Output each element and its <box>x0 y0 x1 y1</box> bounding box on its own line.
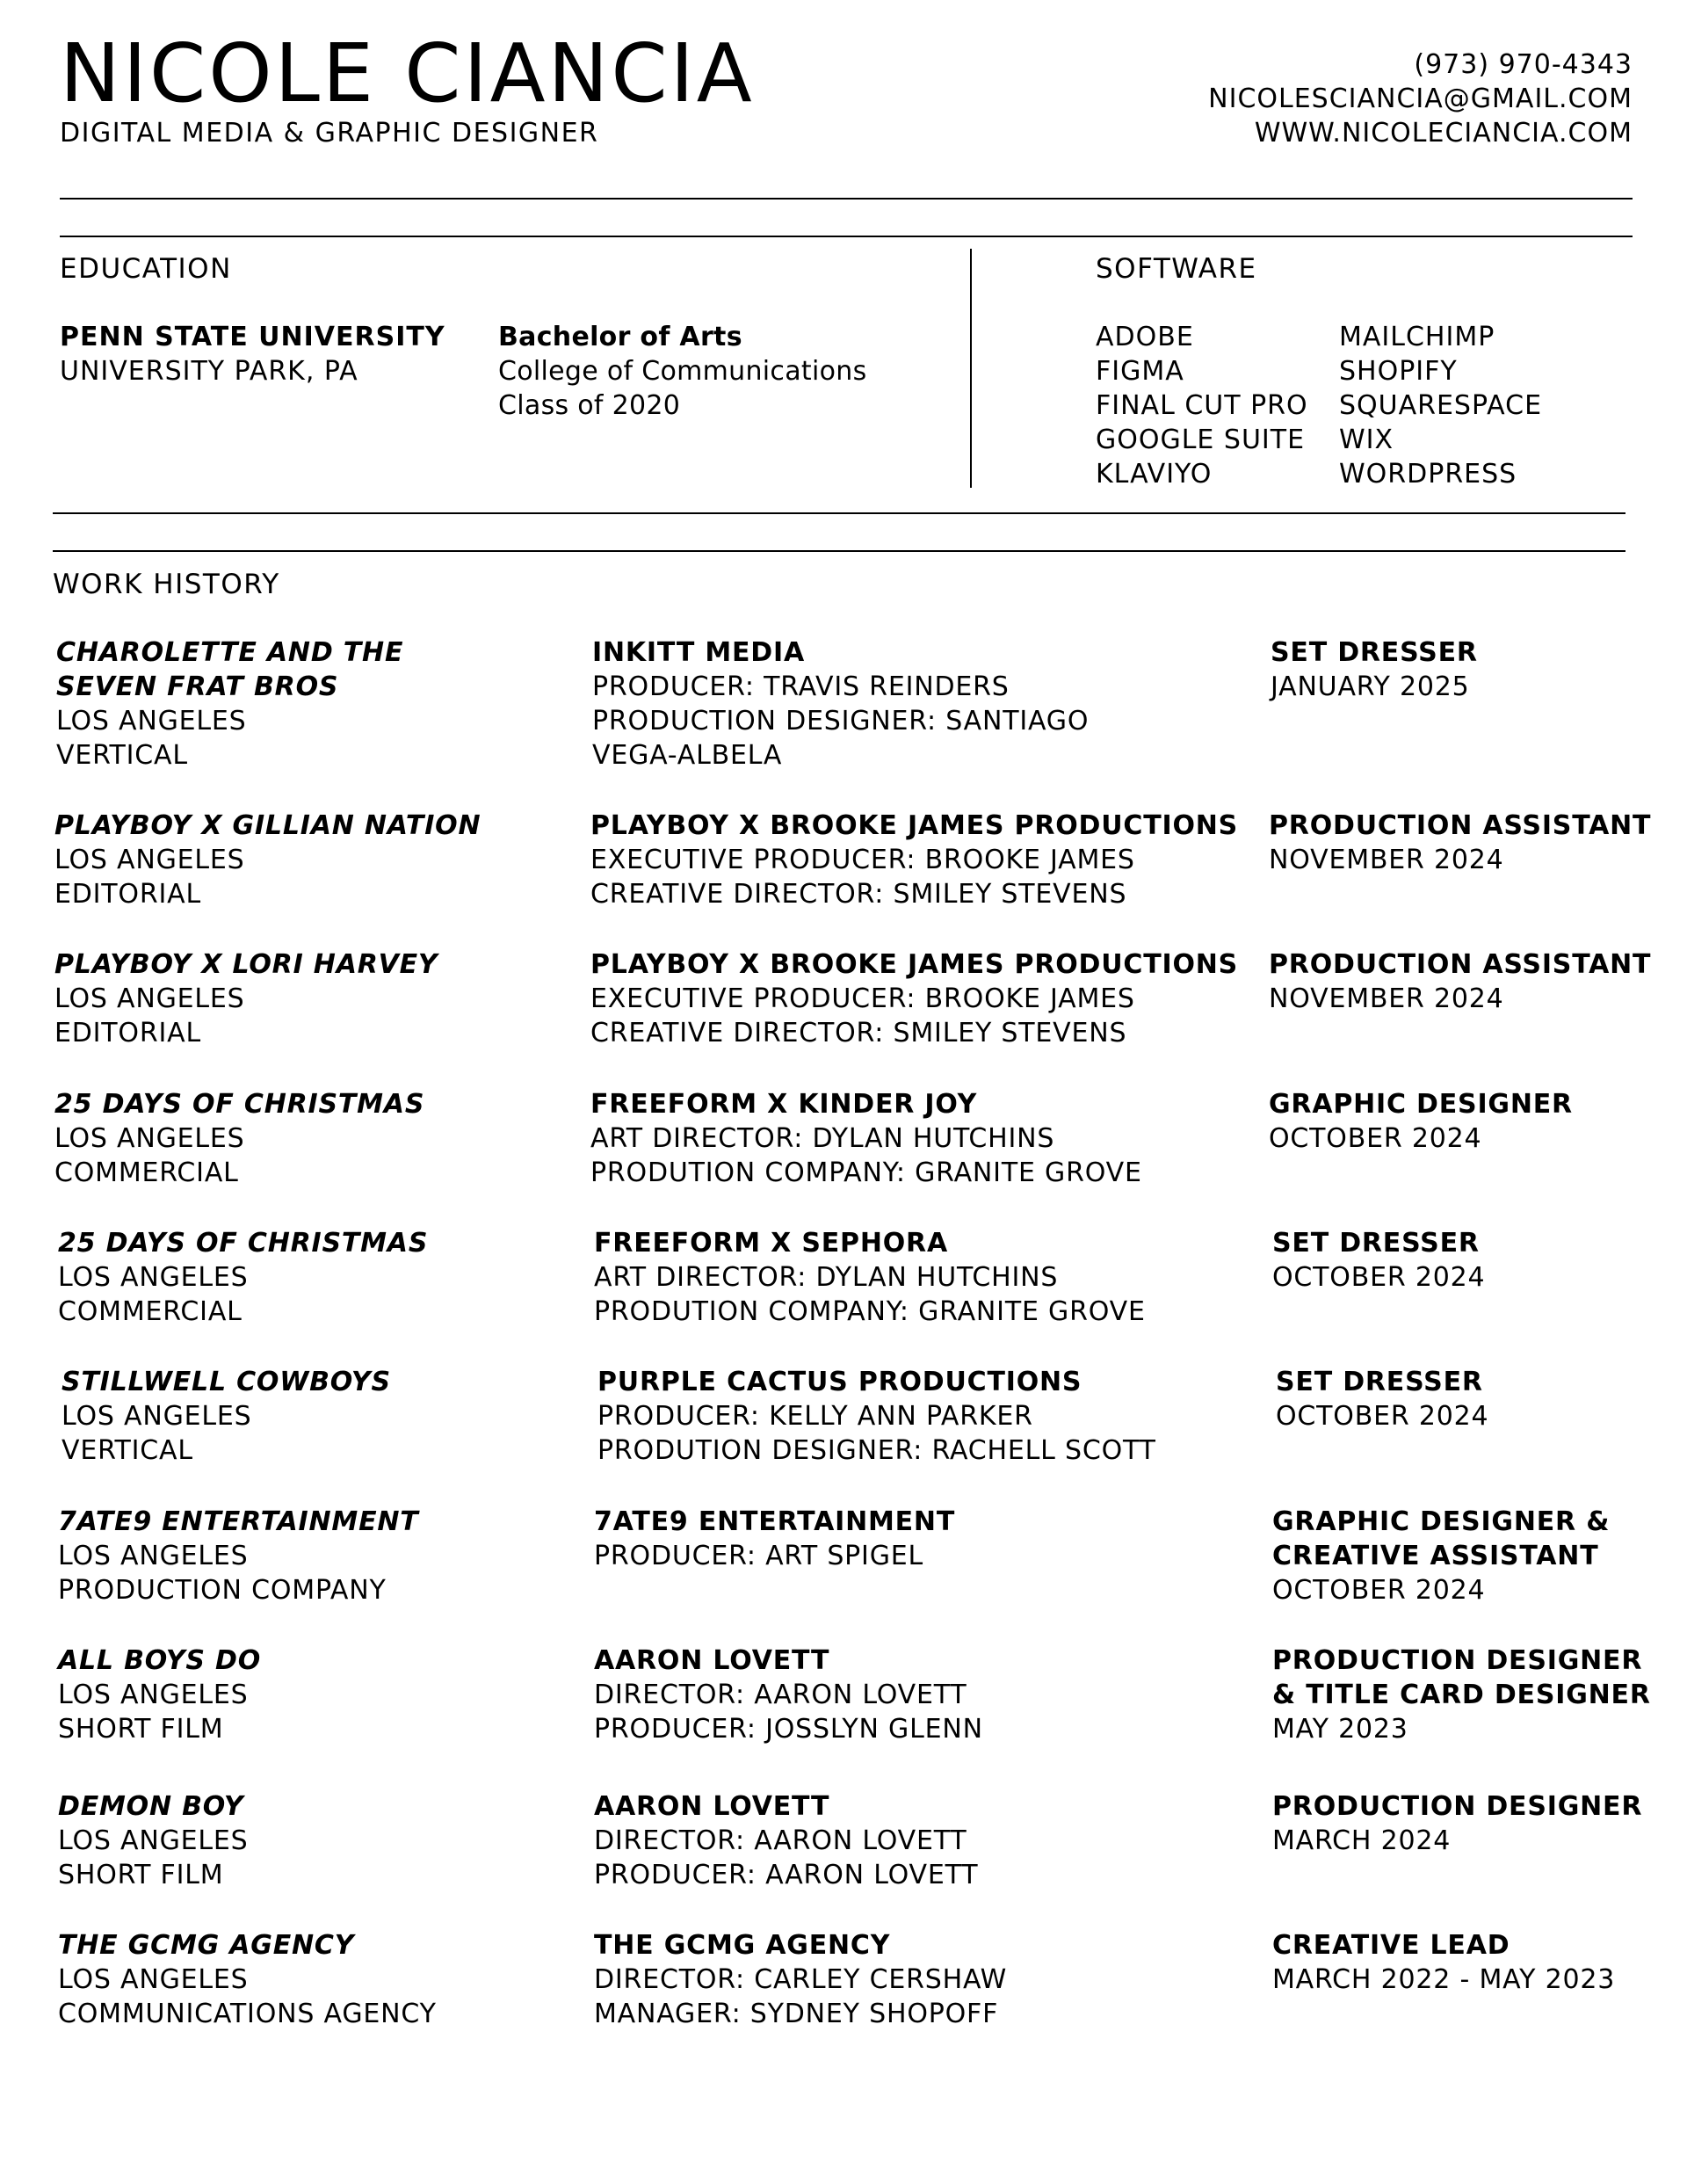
project-detail: COMMERCIAL <box>58 1296 243 1327</box>
project-detail: EDITORIAL <box>54 1018 201 1048</box>
role-column <box>1272 1226 1485 1295</box>
job-role: PRODUCTION DESIGNER <box>1272 1645 1643 1676</box>
credit-line: PRODUCER: TRAVIS REINDERS <box>592 671 1010 702</box>
company-column <box>590 809 1238 911</box>
project-detail: PRODUCTION COMPANY <box>58 1575 387 1606</box>
role-column <box>1272 1505 1610 1607</box>
degree-name: Bachelor of Arts <box>498 322 742 352</box>
job-role: SET DRESSER <box>1276 1367 1483 1397</box>
software-item: SQUARESPACE <box>1339 390 1543 421</box>
project-title: CHAROLETTE AND THE <box>56 637 404 668</box>
company-name: PURPLE CACTUS PRODUCTIONS <box>597 1367 1082 1397</box>
credit-line: PRODUCER: KELLY ANN PARKER <box>597 1401 1033 1432</box>
project-column <box>54 947 438 1050</box>
credit-line: CREATIVE DIRECTOR: SMILEY STEVENS <box>590 879 1127 910</box>
credit-line: MANAGER: SYDNEY SHOPOFF <box>594 1999 999 2029</box>
divider <box>60 236 1633 237</box>
role-column <box>1269 1087 1573 1156</box>
school-location: UNIVERSITY PARK, PA <box>60 356 358 387</box>
credit-line: DIRECTOR: AARON LOVETT <box>594 1825 967 1856</box>
project-detail: EDITORIAL <box>54 879 201 910</box>
project-column <box>62 1365 391 1468</box>
software-list-col2 <box>1339 320 1542 491</box>
company-column <box>597 1365 1156 1468</box>
project-detail: LOS ANGELES <box>54 983 245 1014</box>
company-name: PLAYBOY X BROOKE JAMES PRODUCTIONS <box>590 810 1239 841</box>
job-role: GRAPHIC DESIGNER <box>1269 1089 1573 1120</box>
project-detail: LOS ANGELES <box>58 1262 249 1293</box>
graduation-year: Class of 2020 <box>498 390 681 421</box>
software-item: GOOGLE SUITE <box>1096 424 1306 455</box>
job-date: OCTOBER 2024 <box>1276 1401 1489 1432</box>
software-item: KLAVIYO <box>1096 459 1213 490</box>
company-name: FREEFORM X SEPHORA <box>594 1228 948 1259</box>
education-degree <box>498 320 867 423</box>
credit-line: EXECUTIVE PRODUCER: BROOKE JAMES <box>590 983 1135 1014</box>
credit-line: VEGA-ALBELA <box>592 740 783 771</box>
project-detail: LOS ANGELES <box>56 706 247 736</box>
role-column <box>1272 1789 1642 1858</box>
project-title: ALL BOYS DO <box>58 1645 262 1676</box>
project-detail: LOS ANGELES <box>62 1401 252 1432</box>
credit-line: PRODUCER: AARON LOVETT <box>594 1860 979 1890</box>
project-detail: VERTICAL <box>56 740 188 771</box>
role-column <box>1269 947 1651 1016</box>
credit-line: ART DIRECTOR: DYLAN HUTCHINS <box>594 1262 1059 1293</box>
company-name: THE GCMG AGENCY <box>594 1930 891 1961</box>
software-item: SHOPIFY <box>1339 356 1458 387</box>
work-history-heading: WORK HISTORY <box>53 569 280 600</box>
project-column <box>58 1226 428 1329</box>
company-column <box>594 1789 978 1892</box>
credit-line: PRODUTION COMPANY: GRANITE GROVE <box>590 1157 1142 1188</box>
phone-number[interactable]: (973) 970-4343 <box>1414 49 1633 80</box>
credit-line: DIRECTOR: AARON LOVETT <box>594 1680 967 1710</box>
job-date: MARCH 2022 - MAY 2023 <box>1272 1964 1616 1995</box>
job-date: MARCH 2024 <box>1272 1825 1452 1856</box>
project-column <box>58 1789 249 1892</box>
resume-title: DIGITAL MEDIA & GRAPHIC DESIGNER <box>60 118 599 149</box>
project-detail: LOS ANGELES <box>54 1123 245 1154</box>
project-title: 25 DAYS OF CHRISTMAS <box>58 1228 429 1259</box>
software-item: FIGMA <box>1096 356 1184 387</box>
project-title: DEMON BOY <box>58 1791 244 1822</box>
project-column <box>58 1505 419 1607</box>
credit-line: EXECUTIVE PRODUCER: BROOKE JAMES <box>590 845 1135 875</box>
credit-line: PRODUCER: ART SPIGEL <box>594 1541 924 1571</box>
section-divider-vertical <box>970 249 972 488</box>
project-column <box>56 635 403 773</box>
credit-line: PRODUCTION DESIGNER: SANTIAGO <box>592 706 1090 736</box>
project-detail: LOS ANGELES <box>58 1680 249 1710</box>
project-title: PLAYBOY X LORI HARVEY <box>54 949 438 980</box>
company-name: 7ATE9 ENTERTAINMENT <box>594 1506 956 1537</box>
software-item: WORDPRESS <box>1339 459 1517 490</box>
company-column <box>594 1643 983 1746</box>
project-column <box>54 1087 424 1190</box>
company-name: AARON LOVETT <box>594 1645 830 1676</box>
project-title: SEVEN FRAT BROS <box>56 671 339 702</box>
credit-line: CREATIVE DIRECTOR: SMILEY STEVENS <box>590 1018 1127 1048</box>
project-column <box>54 809 481 911</box>
software-item: MAILCHIMP <box>1339 322 1495 352</box>
job-date: MAY 2023 <box>1272 1714 1408 1745</box>
role-column <box>1272 1928 1615 1997</box>
company-name: INKITT MEDIA <box>592 637 805 668</box>
project-title: THE GCMG AGENCY <box>58 1930 355 1961</box>
job-role: PRODUCTION ASSISTANT <box>1269 949 1652 980</box>
project-column <box>58 1643 261 1746</box>
divider <box>53 550 1625 552</box>
company-column <box>590 947 1238 1050</box>
job-role: PRODUCTION DESIGNER <box>1272 1791 1643 1822</box>
project-detail: LOS ANGELES <box>54 845 245 875</box>
company-column <box>594 1505 955 1573</box>
project-detail: SHORT FILM <box>58 1860 224 1890</box>
resume-name: NICOLE CIANCIA <box>60 26 755 120</box>
company-name: FREEFORM X KINDER JOY <box>590 1089 978 1120</box>
project-detail: COMMERCIAL <box>54 1157 239 1188</box>
project-detail: COMMUNICATIONS AGENCY <box>58 1999 437 2029</box>
job-role: GRAPHIC DESIGNER & <box>1272 1506 1611 1537</box>
email-link[interactable]: NICOLESCIANCIA@GMAIL.COM <box>1208 83 1633 114</box>
school-name: PENN STATE UNIVERSITY <box>60 322 445 352</box>
divider <box>60 198 1633 200</box>
college-name: College of Communications <box>498 356 867 387</box>
credit-line: DIRECTOR: CARLEY CERSHAW <box>594 1964 1008 1995</box>
contact-block <box>1208 47 1633 150</box>
role-column <box>1272 1643 1651 1746</box>
company-column <box>594 1226 1146 1329</box>
project-detail: LOS ANGELES <box>58 1541 249 1571</box>
company-column <box>592 635 1089 773</box>
role-column <box>1271 635 1478 704</box>
project-detail: SHORT FILM <box>58 1714 224 1745</box>
job-role: SET DRESSER <box>1272 1228 1480 1259</box>
software-item: WIX <box>1339 424 1394 455</box>
job-date: JANUARY 2025 <box>1271 671 1470 702</box>
project-title: 25 DAYS OF CHRISTMAS <box>54 1089 425 1120</box>
job-date: OCTOBER 2024 <box>1269 1123 1482 1154</box>
job-date: OCTOBER 2024 <box>1272 1575 1486 1606</box>
project-detail: VERTICAL <box>62 1435 193 1466</box>
job-role: CREATIVE LEAD <box>1272 1930 1510 1961</box>
software-item: ADOBE <box>1096 322 1194 352</box>
credit-line: PRODUTION DESIGNER: RACHELL SCOTT <box>597 1435 1156 1466</box>
education-heading: EDUCATION <box>60 253 232 285</box>
website-link[interactable]: WWW.NICOLECIANCIA.COM <box>1254 118 1633 149</box>
job-role: & TITLE CARD DESIGNER <box>1272 1680 1651 1710</box>
project-title: 7ATE9 ENTERTAINMENT <box>58 1506 419 1537</box>
software-item: FINAL CUT PRO <box>1096 390 1308 421</box>
project-detail: LOS ANGELES <box>58 1964 249 1995</box>
project-title: STILLWELL COWBOYS <box>62 1367 391 1397</box>
credit-line: ART DIRECTOR: DYLAN HUTCHINS <box>590 1123 1055 1154</box>
project-column <box>58 1928 437 2031</box>
credit-line: PRODUCER: JOSSLYN GLENN <box>594 1714 983 1745</box>
job-date: NOVEMBER 2024 <box>1269 845 1504 875</box>
education-school <box>60 320 445 388</box>
divider <box>53 512 1625 514</box>
company-name: PLAYBOY X BROOKE JAMES PRODUCTIONS <box>590 949 1239 980</box>
project-title: PLAYBOY X GILLIAN NATION <box>54 810 481 841</box>
credit-line: PRODUTION COMPANY: GRANITE GROVE <box>594 1296 1146 1327</box>
role-column <box>1269 809 1651 877</box>
company-column <box>590 1087 1142 1190</box>
role-column <box>1276 1365 1488 1433</box>
job-date: OCTOBER 2024 <box>1272 1262 1486 1293</box>
company-name: AARON LOVETT <box>594 1791 830 1822</box>
project-detail: LOS ANGELES <box>58 1825 249 1856</box>
software-list-col1 <box>1096 320 1308 491</box>
company-column <box>594 1928 1007 2031</box>
job-role: SET DRESSER <box>1271 637 1478 668</box>
job-role: CREATIVE ASSISTANT <box>1272 1541 1599 1571</box>
job-date: NOVEMBER 2024 <box>1269 983 1504 1014</box>
software-heading: SOFTWARE <box>1096 253 1257 285</box>
job-role: PRODUCTION ASSISTANT <box>1269 810 1652 841</box>
